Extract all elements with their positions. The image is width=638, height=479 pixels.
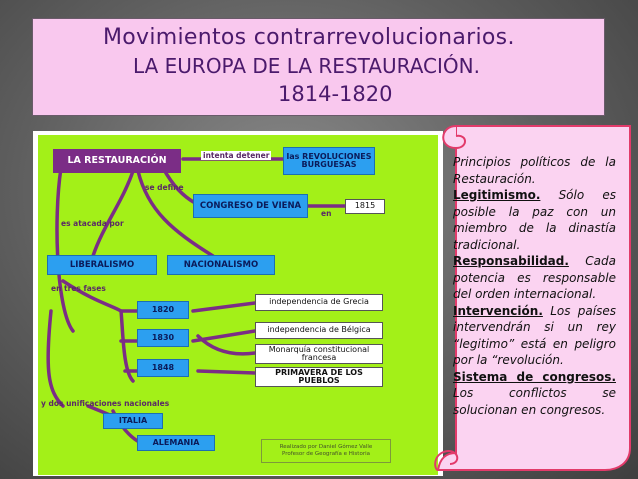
- credit-line-1: Realizado por Daniel Gómez Valle: [279, 443, 373, 450]
- label-se-define: se define: [145, 183, 184, 192]
- map-credit: [261, 439, 391, 463]
- box-alemania: ALEMANIA: [137, 435, 215, 451]
- box-italia: ITALIA: [103, 413, 163, 429]
- principle-congresos: [453, 369, 616, 419]
- label-unificaciones: y dos unificaciones nacionales: [41, 399, 170, 408]
- term-intervencion: Intervención.: [453, 303, 543, 318]
- term-congresos: Sistema de congresos.: [453, 369, 616, 384]
- box-1820: 1820: [137, 301, 189, 319]
- principle-legitimismo: [453, 187, 616, 253]
- box-grecia: independencia de Grecia: [255, 294, 383, 311]
- principle-responsabilidad: [453, 253, 616, 303]
- credit-line-2: Profesor de Geografía e Historia: [282, 451, 370, 457]
- term-legitimismo: Legitimismo.: [453, 188, 541, 202]
- label-en: en: [321, 209, 332, 218]
- desc-legitimismo: Sólo es posible la paz con un miembro de la dinastía tradicional.: [453, 188, 616, 252]
- box-belgica: independencia de Bélgica: [255, 322, 383, 339]
- desc-congresos: Los conflictos se solucionan en congresos.: [453, 386, 616, 417]
- concept-map: [33, 131, 443, 476]
- label-es-atacada: es atacada por: [61, 219, 124, 228]
- box-francesa: Monarquía constitucional francesa: [255, 344, 383, 364]
- box-1848: 1848: [137, 359, 189, 377]
- title-line-2: LA EUROPA DE LA RESTAURACIÓN.: [133, 54, 480, 78]
- title-line-1: Movimientos contrarrevolucionarios.: [103, 25, 515, 50]
- box-1815: 1815: [345, 199, 385, 214]
- box-nacionalismo: NACIONALISMO: [167, 255, 275, 275]
- desc-intervencion: Los países intervendrán si un rey “legitimo” está en peligro por la “revolución.: [453, 303, 616, 367]
- box-primavera: PRIMAVERA DE LOS PUEBLOS: [255, 367, 383, 387]
- principle-intervencion: [453, 303, 616, 369]
- box-congreso: CONGRESO DE VIENA: [193, 194, 308, 218]
- principles-intro: Principios políticos de la Restauración.: [453, 155, 616, 186]
- term-responsabilidad: Responsabilidad.: [453, 254, 569, 268]
- box-revoluciones: las REVOLUCIONES BURGUESAS: [283, 147, 375, 175]
- box-restauracion: LA RESTAURACIÓN: [53, 149, 181, 173]
- title-box: [32, 18, 605, 116]
- label-intenta-detener: intenta detener: [203, 151, 270, 160]
- box-1830: 1830: [137, 329, 189, 347]
- desc-responsabilidad: Cada potencia es responsable del orden internacional.: [453, 254, 616, 301]
- box-liberalismo: LIBERALISMO: [47, 255, 157, 275]
- label-en-tres-fases: en tres fases: [51, 284, 106, 293]
- title-line-3: 1814-1820: [278, 82, 393, 106]
- principles-text: [453, 154, 616, 479]
